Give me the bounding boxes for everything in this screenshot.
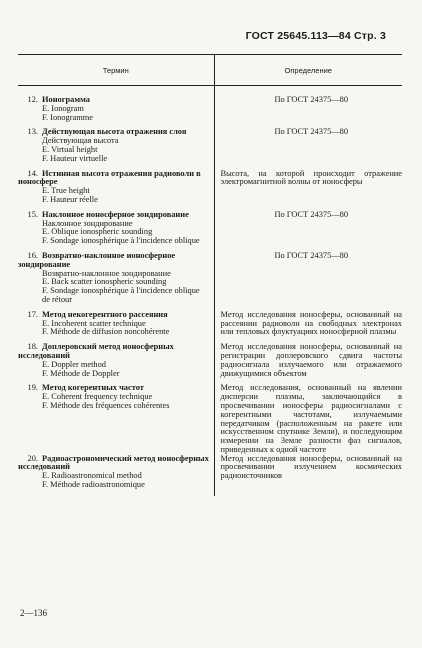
term-line: E. Radioastronomical method (42, 471, 142, 481)
term-cell (18, 252, 214, 311)
definition-text: По ГОСТ 24375—80 (274, 95, 349, 104)
term-line: F. Hauteur virtuelle (42, 153, 108, 163)
page-number: 2—136 (20, 608, 47, 618)
row-spacer (18, 411, 210, 417)
term-cell (18, 170, 214, 211)
term-line: F. Sondage ionosphérique à l'incidence oblique de rétour (42, 286, 200, 304)
definition-cell (214, 384, 402, 454)
definition-text: По ГОСТ 24375—80 (274, 250, 349, 260)
definition-text: Метод исследования ионосферы, основанный на просвечивании излучением космических радиоисточников (220, 453, 402, 481)
term-russian: Наклонное ионосферное зондирование (42, 209, 189, 219)
term-russian: Доплеровский метод ионосферных исследований (18, 342, 174, 360)
table-row (18, 311, 402, 343)
terms-table-body (18, 86, 402, 496)
term-number: 16. (27, 250, 38, 260)
term-line: E. Incoherent scatter technique (42, 318, 146, 328)
term-line: E. True height (42, 186, 90, 196)
term-cell (18, 311, 214, 343)
term-russian: Ионограмма (42, 95, 90, 104)
term-line: E. Coherent frequency technique (42, 392, 153, 402)
term-line: F. Méthode de diffusion noncohérente (42, 327, 170, 337)
table-row (18, 455, 402, 496)
term-line: Действующая высота (42, 136, 119, 146)
table-row (18, 128, 402, 169)
definition-text: Метод исследования ионосферы, основанный на регистрации доплеровского сдвига частоты радиосигнала излучаемого или отражаемого движущимися объектом (220, 342, 402, 378)
table-row (18, 384, 402, 454)
table-row (18, 252, 402, 311)
definition-cell (214, 86, 402, 129)
term-number: 15. (27, 209, 38, 219)
term-head (18, 252, 210, 270)
definition-text: По ГОСТ 24375—80 (274, 127, 349, 137)
term-line: Наклонное зондирование (42, 218, 133, 228)
term-line: F. Méthode des fréquences cohérentes (42, 400, 170, 410)
term-number: 18. (27, 342, 38, 352)
table-row (18, 343, 402, 384)
term-russian: Действующая высота отражения слоя (42, 127, 187, 137)
term-line: F. Méthode radioastronomique (42, 480, 145, 490)
term-number: 14. (27, 168, 38, 178)
term-russian: Радиоастрономический метод ионосферных исследований (18, 453, 209, 472)
definition-cell (214, 128, 402, 169)
definition-cell (214, 211, 402, 252)
term-cell (18, 384, 214, 454)
table-row (18, 211, 402, 252)
definition-text: Метод исследования, основанный на явлении дисперсии плазмы, заключающийся в просвечивании ионосферы радиосигналами с когерентными частотами, излучаемыми передатчиком (расположенным на ракете или искусственном спутнике Земли), и последующим измерении на Земле разности фаз сигналов, приведенных к одной частоте (220, 383, 402, 454)
table-header-row (18, 55, 402, 86)
table-row (18, 86, 402, 129)
term-head (18, 343, 210, 361)
definition-cell (214, 311, 402, 343)
table-row (18, 170, 402, 211)
term-russian: Возвратно-наклонное ионосферное зондирование (18, 250, 176, 269)
term-head (18, 455, 210, 473)
term-line: F. Hauteur réelle (42, 194, 98, 204)
definition-cell (214, 343, 402, 384)
term-russian: Метод когерентных частот (42, 383, 144, 393)
term-cell (18, 86, 214, 129)
terms-table (18, 54, 402, 496)
term-line: Возвратно-наклонное зондирование (42, 268, 171, 278)
definition-cell (214, 170, 402, 211)
term-line: F. Méthode de Doppler (42, 368, 120, 378)
column-header-term: Термин (18, 55, 214, 86)
term-head (18, 170, 210, 188)
term-russian: Истинная высота отражения радиоволн в ионосфере (18, 168, 201, 187)
term-number: 12. (27, 95, 38, 104)
term-cell (18, 211, 214, 252)
term-line: E. Ionogram (42, 103, 84, 113)
definition-cell (214, 252, 402, 311)
definition-text: Метод исследования ионосферы, основанный на рассеянии радиоволн на свободных электронах или тепловых флуктуациях ионосферной плазмы (220, 309, 402, 337)
term-number: 20. (27, 453, 38, 463)
term-line: F. Sondage ionosphérique à l'incidence oblique (42, 236, 200, 246)
term-line: E. Doppler method (42, 359, 106, 369)
term-number: 13. (27, 127, 38, 137)
term-line: F. Ionogramme (42, 112, 93, 122)
term-line: E. Virtual height (42, 144, 98, 154)
row-spacer (18, 490, 210, 496)
column-header-definition: Определение (214, 55, 402, 86)
term-cell (18, 455, 214, 496)
definition-cell (214, 455, 402, 496)
page-header: ГОСТ 25645.113—84 Стр. 3 (245, 30, 386, 42)
term-number: 19. (27, 383, 38, 393)
term-cell (18, 128, 214, 169)
term-number: 17. (27, 309, 38, 319)
term-line: E. Oblique ionospheric sounding (42, 227, 153, 237)
term-russian: Метод некогерентного рассеяния (42, 309, 168, 319)
term-line: E. Back scatter ionospheric sounding (42, 277, 167, 287)
definition-text: Высота, на которой происходит отражение электромагнитной волны от ионосферы (220, 168, 402, 187)
definition-text: По ГОСТ 24375—80 (274, 209, 349, 219)
term-cell (18, 343, 214, 384)
